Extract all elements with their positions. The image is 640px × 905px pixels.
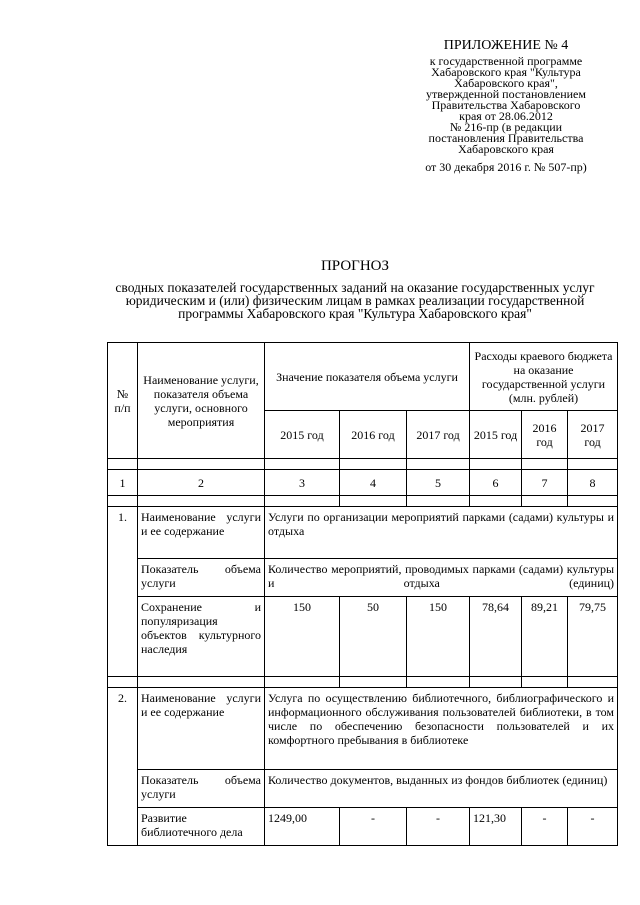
header-year: 2016 год xyxy=(522,411,568,459)
indicator-label: Показатель объема услуги xyxy=(138,559,265,597)
activity-name: Развитие библиотечного дела xyxy=(138,808,265,846)
appendix-title: ПРИЛОЖЕНИЕ № 4 xyxy=(443,38,569,53)
header-year: 2016 год xyxy=(340,411,407,459)
value-cell: - xyxy=(522,808,568,846)
appendix-block xyxy=(395,38,617,174)
header-expenses: Расходы краевого бюджета на оказание государственной услуги (млн. рублей) xyxy=(470,343,618,411)
service-text: Услуга по осуществлению библиотечного, библиографического и информационного обслуживания пользователей библиотеки, в том числе по обеспечению безопасности пользователей и их комфортного пребывания в библиотеке xyxy=(265,688,618,770)
value-cell: 1249,00 xyxy=(265,808,340,846)
column-number: 1 xyxy=(108,470,138,496)
column-number: 2 xyxy=(138,470,265,496)
header-year: 2015 год xyxy=(470,411,522,459)
column-number: 5 xyxy=(407,470,470,496)
service-label: Наименование услуги и ее содержание xyxy=(138,507,265,559)
header-volume: Значение показателя объема услуги xyxy=(265,343,470,411)
column-number: 4 xyxy=(340,470,407,496)
appendix-line: № 216-пр (в редакции xyxy=(449,120,563,134)
column-number: 6 xyxy=(470,470,522,496)
appendix-line: постановления Правительства xyxy=(428,131,584,145)
appendix-line: Хабаровского края", xyxy=(454,76,558,90)
value-cell: 50 xyxy=(340,597,407,677)
value-cell: 78,64 xyxy=(470,597,522,677)
forecast-table xyxy=(107,342,618,846)
appendix-line: Правительства Хабаровского xyxy=(431,98,581,112)
document-title: ПРОГНОЗ xyxy=(320,258,390,274)
document-heading xyxy=(105,258,605,320)
value-cell: - xyxy=(407,808,470,846)
service-text: Услуги по организации мероприятий парками (садами) культуры и отдыха xyxy=(265,507,618,559)
header-num: № п/п xyxy=(108,343,138,459)
appendix-line: утвержденной постановлением xyxy=(426,87,586,101)
document-subtitle: сводных показателей государственных заданий на оказание государственных услуг юридическим и (или) физическим лицам в рамках реализации государственной программы Хабаровского края "Культура Хабаровского края" xyxy=(115,280,595,321)
value-cell: 150 xyxy=(407,597,470,677)
column-number: 3 xyxy=(265,470,340,496)
header-year: 2015 год xyxy=(265,411,340,459)
value-cell: 89,21 xyxy=(522,597,568,677)
header-year: 2017 год xyxy=(407,411,470,459)
value-cell: 150 xyxy=(265,597,340,677)
section-number: 1. xyxy=(108,507,138,677)
value-cell: - xyxy=(568,808,618,846)
appendix-edition: от 30 декабря 2016 г. № 507-пр) xyxy=(425,160,587,174)
indicator-label: Показатель объема услуги xyxy=(138,770,265,808)
value-cell: 121,30 xyxy=(470,808,522,846)
column-number: 7 xyxy=(522,470,568,496)
header-name: Наименование услуги, показателя объема услуги, основного мероприятия xyxy=(138,343,265,459)
value-cell: 79,75 xyxy=(568,597,618,677)
appendix-line: края от 28.06.2012 xyxy=(459,109,553,123)
indicator-text: Количество мероприятий, проводимых парками (садами) культуры и отдыха (единиц) xyxy=(265,559,618,597)
appendix-line: Хабаровского края xyxy=(458,142,554,156)
appendix-line: к государственной программе xyxy=(429,54,583,68)
activity-name: Сохранение и популяризация объектов культурного наследия xyxy=(138,597,265,677)
value-cell: - xyxy=(340,808,407,846)
column-number: 8 xyxy=(568,470,618,496)
section-number: 2. xyxy=(108,688,138,846)
header-year: 2017 год xyxy=(568,411,618,459)
service-label: Наименование услуги и ее содержание xyxy=(138,688,265,770)
appendix-line: Хабаровского края "Культура xyxy=(431,65,581,79)
indicator-text: Количество документов, выданных из фондов библиотек (единиц) xyxy=(265,770,618,808)
